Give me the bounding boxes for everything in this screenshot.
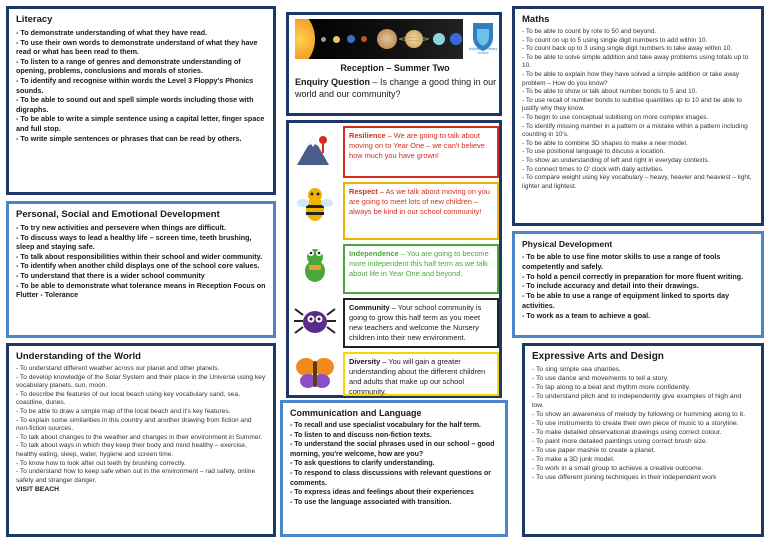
- list-item: - To recall and use specialist vocabulary for the half term.: [290, 422, 481, 429]
- list-item: - To sing simple sea shanties.: [532, 366, 622, 373]
- maths-title: Maths: [522, 14, 550, 25]
- header-panel: [286, 12, 502, 116]
- list-item: - To include accuracy and detail into their drawings.: [522, 281, 699, 291]
- list-item: - To write simple sentences or phrases that can be read by others.: [16, 133, 242, 143]
- value-label: Independence: [349, 249, 399, 258]
- psed-title: Personal, Social and Emotional Development: [16, 209, 220, 220]
- value-respect: [343, 182, 499, 240]
- term-title: Reception – Summer Two: [340, 63, 450, 73]
- value-label: Diversity: [349, 357, 381, 366]
- list-item: - To try new activities and persevere when things are difficult.: [16, 223, 226, 232]
- list-item: - To identify missing number in a pattern or a mistake within a pattern including counting in 10's.: [522, 122, 748, 139]
- list-item: - To be able to sound out and spell simple words including those with digraphs.: [16, 95, 254, 114]
- list-item: - To connect times to O' clock with daily activities.: [522, 165, 664, 173]
- list-item: - To describe the features of our local beach using key vocabulary sand, sea, coastline, dunes.: [16, 390, 240, 407]
- communication-language-panel: [280, 400, 508, 537]
- list-item: - To identify and recognise within words the Level 3 Floppy's Phonics sounds.: [16, 75, 254, 95]
- value-text: – As we talk about moving on you are going to meet lots of new children – always be kind in our school community!: [349, 187, 490, 216]
- value-text: – You will gain a greater understanding about the different children and adults that make up our school community.: [349, 357, 486, 396]
- list-item: - To understand pitch and to independently give examples of high and low.: [532, 393, 742, 409]
- list-item: - To use positional language to discuss a location.: [522, 148, 665, 156]
- list-item: - To know how to look after out teeth by brushing correctly.: [16, 459, 186, 467]
- frog-icon: [293, 245, 337, 285]
- value-label: Community: [349, 303, 390, 312]
- enquiry-text: – Is change a good thing in our world and our community?: [295, 77, 497, 99]
- enquiry-question: [295, 76, 499, 100]
- butterfly-icon: [293, 353, 337, 393]
- list-item: - To talk about responsibilities within their school and wider community.: [16, 251, 263, 261]
- understanding-world-panel: [6, 343, 276, 537]
- list-item: - To understand that there is a wider school community: [16, 270, 205, 280]
- list-item: - To be able to use fine motor skills to use a range of tools competently and safely.: [522, 252, 721, 271]
- value-text: – We are going to talk about moving on to Year One – we can't believe how much you have grown!: [349, 131, 485, 160]
- list-item: - To demonstrate understanding of what they have read.: [16, 28, 208, 37]
- cl-title: Communication and Language: [290, 408, 422, 418]
- list-item: - To use recall of number bonds to subitise quantities up to 10 and be able to justify why they know.: [522, 96, 742, 113]
- list-item: - To explain some similarities in this country and another drawing from fiction and non-fiction sources.: [16, 416, 252, 433]
- list-item: - To begin to use conceptual subitising on more complex images.: [522, 113, 709, 121]
- psed-panel: [6, 201, 276, 338]
- list-item: - To work in a small group to achieve a creative outcome.: [532, 465, 704, 472]
- list-item: - To use instruments to create their own piece of music to a storyline.: [532, 420, 739, 427]
- expressive-arts-panel: [522, 343, 764, 537]
- pd-title: Physical Development: [522, 239, 613, 249]
- list-item: - To understand the social phrases used in our school – good morning, you're welcome, how are you?: [290, 441, 495, 458]
- list-item: - To be able to use a range of equipment linked to sports day activities.: [522, 291, 730, 310]
- value-text: – Your school community is going to grow this half term as you meet new teachers and welcome the Nursery children into their new environment.: [349, 303, 482, 342]
- list-item: - To use paper mashie to create a planet.: [532, 447, 656, 454]
- list-item: - To make detailed observational drawings using correct colour.: [532, 429, 722, 436]
- mountain-icon: [293, 129, 337, 169]
- list-item: - To be able to draw a simple map of the local beach and it's key features.: [16, 407, 231, 415]
- list-item: - To count on up to 5 using single digit numbers to add within 10.: [522, 36, 708, 44]
- list-item: - To develop knowledge of the Solar System and their place in the Universe using key vocabulary planets, sun, moon.: [16, 373, 266, 390]
- list-item: - To talk about changes to the weather and changes in their environment in Summer.: [16, 433, 263, 441]
- list-item: - To make a 3D junk model.: [532, 456, 615, 463]
- literacy-panel: [6, 6, 276, 195]
- school-logo: [469, 21, 497, 55]
- list-item: - To talk about ways in which they keep their body and mind healthy – exercise, healthy eating, sleep, water, hygiene and screen time.: [16, 442, 247, 458]
- solar-system-image: [295, 19, 463, 59]
- physical-development-panel: [512, 231, 764, 338]
- list-item: - To work as a team to achieve a goal.: [522, 310, 651, 320]
- school-logo-text: Holystone Primary School: [468, 47, 498, 55]
- maths-panel: [512, 6, 764, 226]
- list-item: - To tap along to a beat and rhythm more confidently.: [532, 384, 691, 391]
- list-item: - To use different joining techniques in their independent work: [532, 474, 717, 481]
- list-item: - To count back up to 3 using single digit numbers to take away within 10.: [522, 45, 733, 53]
- list-item: - To be able to explain how they have solved a simple addition or take away problem – How do you know?: [522, 70, 740, 87]
- list-item: - To be able to demonstrate what tolerance means in Reception Focus on Flutter - Tolerance: [16, 280, 266, 300]
- value-label: Resilience: [349, 131, 386, 140]
- literacy-title: Literacy: [16, 14, 53, 25]
- list-item: - To discuss ways to lead a healthy life – screen time, teeth brushing, sleep and staying safe.: [16, 232, 252, 252]
- value-independence: [343, 244, 499, 294]
- enquiry-label: Enquiry Question: [295, 77, 371, 87]
- spider-icon: [293, 301, 337, 341]
- list-item: - To express ideas and feelings about their experiences: [290, 489, 474, 497]
- values-panel: [286, 120, 502, 398]
- list-item: - To respond to class discussions with relevant questions or comments.: [290, 469, 491, 487]
- list-item: - To compare weight using key vocabulary – heavy, heavier and heaviest – light, lighter and lightest.: [522, 174, 752, 190]
- value-diversity: [343, 352, 499, 396]
- list-item: - To ask questions to clarify understanding.: [290, 460, 435, 468]
- list-item: - To use the language associated with transition.: [290, 498, 452, 506]
- list-item: - To identify when another child displays one of the school core values.: [16, 261, 260, 271]
- utw-footer: VISIT BEACH: [16, 486, 60, 494]
- list-item: - To show an understanding of left and right in everyday contexts.: [522, 156, 710, 164]
- list-item: - To show an awareness of melody by following or humming along to it.: [532, 411, 745, 418]
- list-item: - To be able to write a simple sentence using a capital letter, finger space and full stop.: [16, 114, 265, 133]
- value-label: Respect: [349, 187, 378, 196]
- list-item: - To use their own words to demonstrate understand of what they have read or what has been read to them.: [16, 37, 258, 57]
- value-community: [343, 298, 499, 348]
- bee-icon: [293, 185, 337, 225]
- value-text: – You are going to become more independent this half term as we talk about life in Year One and beyond.: [349, 249, 489, 278]
- list-item: - To paint more detailed paintings using correct brush size.: [532, 438, 708, 445]
- list-item: - To be able to count by rote to 50 and beyond.: [522, 28, 657, 35]
- list-item: - To use dance and movements to tell a story.: [532, 375, 669, 382]
- utw-title: Understanding of the World: [16, 351, 141, 362]
- list-item: - To be able to show or talk about number bonds to 5 and 10.: [522, 88, 698, 96]
- list-item: - To understand how to keep safe when out in the environment – rad safety, online safety and stranger danger.: [16, 468, 256, 484]
- list-item: - To hold a pencil correctly in preparation for more fluent writing.: [522, 271, 744, 281]
- ead-title: Expressive Arts and Design: [532, 351, 664, 362]
- list-item: - To be able to solve simple addition and take away problems using totals up to 10.: [522, 53, 749, 70]
- list-item: - To listen to a range of genres and demonstrate understanding of opening, problems, conclusions and morals of stories.: [16, 56, 241, 76]
- value-resilience: [343, 126, 499, 178]
- list-item: - To understand different weather across our planet and other planets.: [16, 365, 220, 372]
- list-item: - To listen to and discuss non-fiction texts.: [290, 431, 432, 439]
- list-item: - To be able to combine 3D shapes to make a new model.: [522, 139, 688, 147]
